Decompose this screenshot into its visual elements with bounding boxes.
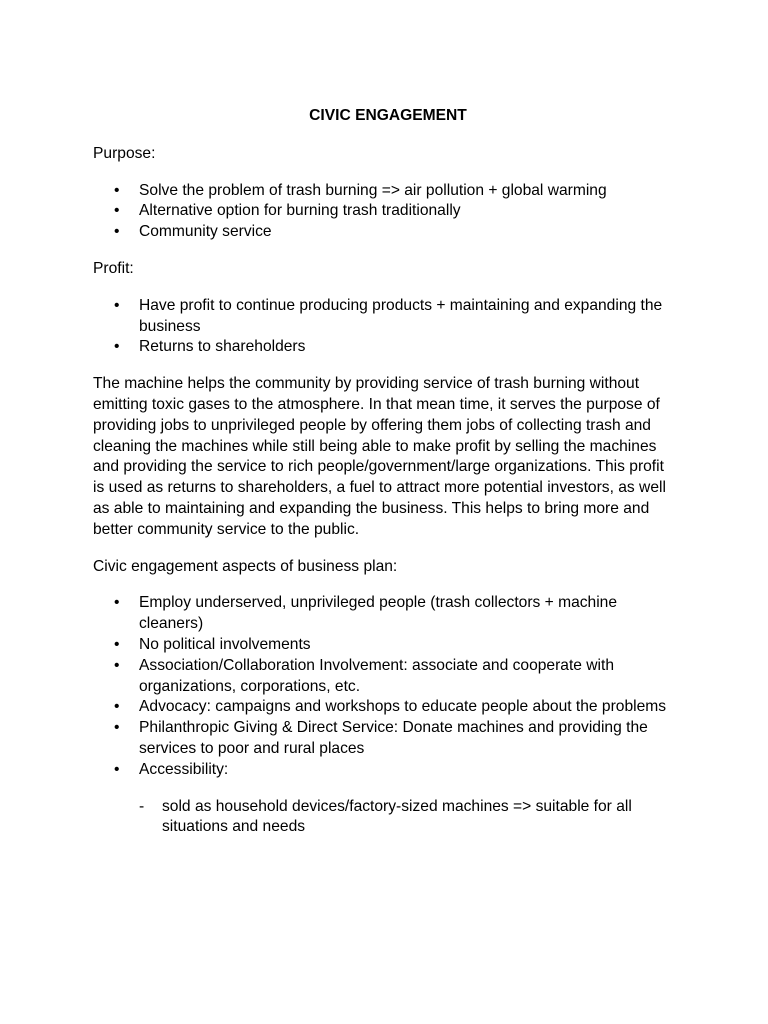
bullet-icon: •	[114, 594, 120, 612]
list-item-text: No political involvements	[139, 635, 311, 653]
profit-heading: Profit:	[93, 259, 134, 277]
list-item	[93, 222, 678, 243]
list-item	[93, 635, 678, 656]
list-item-text: Philanthropic Giving & Direct Service: Donate machines and providing the services to poor and rural places	[139, 719, 648, 757]
civic-heading: Civic engagement aspects of business plan:	[93, 557, 398, 575]
list-item	[93, 181, 678, 202]
bullet-icon: •	[114, 760, 120, 778]
dash-icon: -	[139, 797, 145, 815]
civic-list	[93, 593, 678, 780]
bullet-icon: •	[114, 698, 120, 716]
list-item	[93, 656, 678, 698]
list-item-text: Alternative option for burning trash traditionally	[139, 202, 461, 220]
list-item	[93, 760, 678, 781]
profit-list	[93, 296, 678, 358]
list-item	[93, 337, 678, 358]
bullet-icon: •	[114, 202, 120, 220]
list-item-text: Employ underserved, unprivileged people (trash collectors + machine cleaners)	[139, 594, 618, 633]
list-item-text: Accessibility:	[139, 760, 229, 778]
list-item-text: Solve the problem of trash burning => air pollution + global warming	[139, 181, 607, 199]
list-item-text: Association/Collaboration Involvement: associate and cooperate with organizations, corporations, etc.	[139, 656, 615, 695]
bullet-icon: •	[114, 338, 120, 356]
document-title: CIVIC ENGAGEMENT	[309, 107, 467, 124]
accessibility-sublist	[93, 797, 678, 839]
bullet-icon: •	[114, 635, 120, 653]
list-item-text: Have profit to continue producing products + maintaining and expanding the business	[139, 296, 663, 335]
list-item	[93, 697, 678, 718]
bullet-icon: •	[114, 296, 120, 314]
bullet-icon: •	[114, 656, 120, 674]
bullet-icon: •	[114, 181, 120, 199]
list-item	[93, 296, 678, 338]
list-item	[93, 718, 678, 760]
bullet-icon: •	[114, 223, 120, 241]
list-item-text: Community service	[139, 223, 272, 241]
sub-list-item-text: sold as household devices/factory-sized machines => suitable for all situations and needs	[162, 797, 632, 836]
bullet-icon: •	[114, 719, 120, 737]
purpose-heading: Purpose:	[93, 144, 156, 162]
list-item-text: Advocacy: campaigns and workshops to educate people about the problems	[139, 698, 667, 716]
purpose-list	[93, 181, 678, 243]
sub-list-item	[93, 797, 678, 839]
body-paragraph: The machine helps the community by providing service of trash burning without emitting toxic gases to the atmosphere. In that mean time, it serves the purpose of providing jobs to unprivileged people by offering them jobs of collecting trash and cleaning the machines while still being able to make profit by selling the machines and providing the service to rich people/government/large organizations. This profit is used as returns to shareholders, a fuel to attract more potential investors, as well as able to maintaining and expanding the business. This helps to bring more and better community service to the public.	[93, 375, 666, 538]
list-item-text: Returns to shareholders	[139, 338, 306, 356]
list-item	[93, 593, 678, 635]
list-item	[93, 201, 678, 222]
